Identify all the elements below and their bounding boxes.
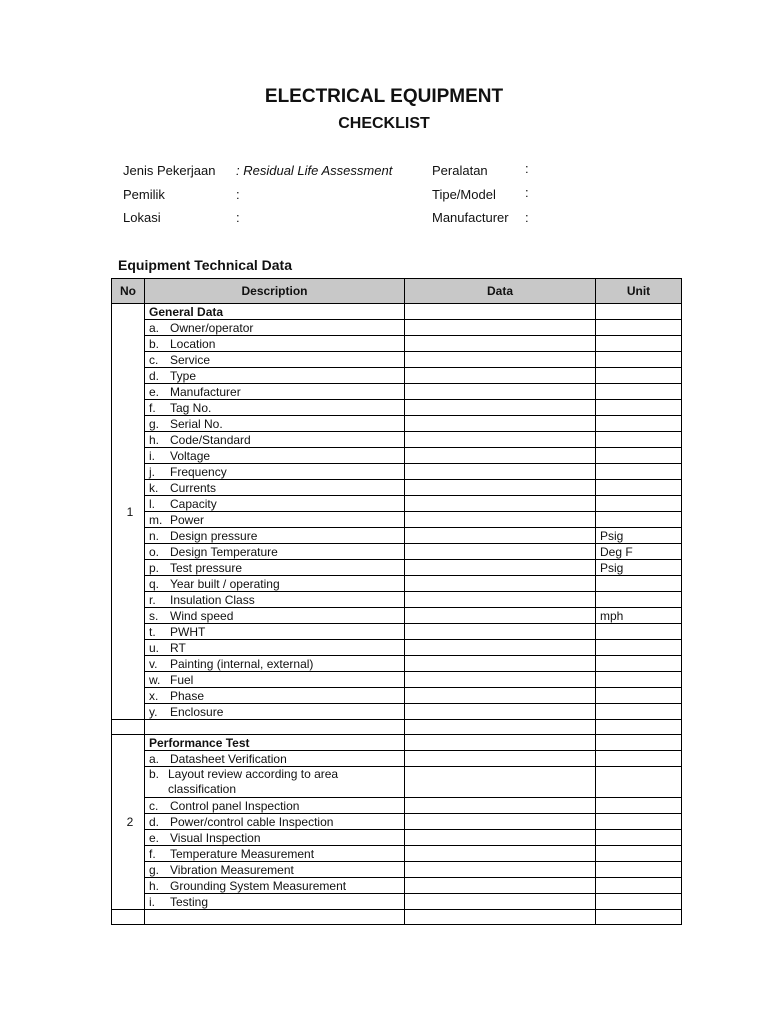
item-description xyxy=(145,751,405,767)
table-row xyxy=(112,688,682,704)
table-row xyxy=(112,368,682,384)
data-cell[interactable] xyxy=(405,496,596,512)
group-title-row xyxy=(112,735,682,751)
header-no: No xyxy=(112,279,145,304)
unit-cell xyxy=(596,352,682,368)
item-letter: y. xyxy=(149,704,158,719)
unit-cell xyxy=(596,416,682,432)
group-number: 1 xyxy=(112,304,145,720)
item-letter: i. xyxy=(149,894,155,909)
item-description xyxy=(145,448,405,464)
data-cell[interactable] xyxy=(405,416,596,432)
pemilik-value: : xyxy=(236,187,240,202)
item-description xyxy=(145,704,405,720)
item-letter: f. xyxy=(149,400,156,415)
jenis-pekerjaan-value: : Residual Life Assessment xyxy=(236,163,393,178)
item-text: Layout review according to area classification xyxy=(168,767,339,796)
table-row xyxy=(112,862,682,878)
item-text: Type xyxy=(170,368,197,383)
spacer-cell xyxy=(112,910,145,925)
data-cell[interactable] xyxy=(405,592,596,608)
data-cell[interactable] xyxy=(405,560,596,576)
unit-cell xyxy=(596,862,682,878)
item-letter: e. xyxy=(149,384,160,399)
item-text: Visual Inspection xyxy=(170,830,261,845)
item-letter: s. xyxy=(149,608,159,623)
header-unit: Unit xyxy=(596,279,682,304)
group-title-row xyxy=(112,304,682,320)
item-description xyxy=(145,656,405,672)
table-row xyxy=(112,448,682,464)
item-description xyxy=(145,432,405,448)
item-description xyxy=(145,608,405,624)
unit-cell xyxy=(596,400,682,416)
unit-cell xyxy=(596,464,682,480)
table-row xyxy=(112,416,682,432)
item-description xyxy=(145,672,405,688)
item-description xyxy=(145,798,405,814)
unit-cell: Deg F xyxy=(596,544,682,560)
table-row xyxy=(112,352,682,368)
jenis-pekerjaan-label: Jenis Pekerjaan xyxy=(123,163,216,178)
item-text: Power xyxy=(170,512,205,527)
unit-cell xyxy=(596,640,682,656)
data-cell[interactable] xyxy=(405,464,596,480)
item-text: PWHT xyxy=(170,624,206,639)
item-letter: h. xyxy=(149,878,160,893)
unit-cell xyxy=(596,814,682,830)
data-cell[interactable] xyxy=(405,352,596,368)
unit-cell xyxy=(596,320,682,336)
item-letter: d. xyxy=(149,368,160,383)
item-text: Owner/operator xyxy=(170,320,254,335)
item-text: Grounding System Measurement xyxy=(170,878,347,893)
data-cell[interactable] xyxy=(405,814,596,830)
item-text: Phase xyxy=(170,688,205,703)
unit-cell xyxy=(596,751,682,767)
group-title: General Data xyxy=(145,304,405,320)
item-text: Year built / operating xyxy=(170,576,280,591)
spacer-cell xyxy=(145,910,405,925)
table-row xyxy=(112,576,682,592)
data-cell[interactable] xyxy=(405,304,596,320)
table-row xyxy=(112,544,682,560)
unit-cell xyxy=(596,798,682,814)
data-cell[interactable] xyxy=(405,320,596,336)
item-text: Test pressure xyxy=(170,560,243,575)
unit-cell xyxy=(596,512,682,528)
item-text: Tag No. xyxy=(170,400,212,415)
table-row xyxy=(112,894,682,910)
item-text: Code/Standard xyxy=(170,432,251,447)
item-letter: p. xyxy=(149,560,160,575)
unit-cell xyxy=(596,304,682,320)
item-description xyxy=(145,528,405,544)
table-row xyxy=(112,608,682,624)
data-cell[interactable] xyxy=(405,672,596,688)
table-row xyxy=(112,656,682,672)
table-row xyxy=(112,320,682,336)
table-row xyxy=(112,384,682,400)
table-row xyxy=(112,560,682,576)
data-cell[interactable] xyxy=(405,640,596,656)
table-row xyxy=(112,767,682,798)
table-row xyxy=(112,640,682,656)
item-letter: x. xyxy=(149,688,159,703)
item-description xyxy=(145,846,405,862)
data-cell[interactable] xyxy=(405,608,596,624)
unit-cell xyxy=(596,576,682,592)
table-row xyxy=(112,496,682,512)
table-row xyxy=(112,704,682,720)
page-title: ELECTRICAL EQUIPMENT xyxy=(264,86,504,107)
data-cell[interactable] xyxy=(405,830,596,846)
item-text: Fuel xyxy=(170,672,194,687)
page-subtitle: CHECKLIST xyxy=(338,115,430,132)
item-letter: q. xyxy=(149,576,160,591)
item-letter: w. xyxy=(149,672,161,687)
unit-cell xyxy=(596,688,682,704)
manufacturer-label: Manufacturer xyxy=(432,210,509,225)
item-description xyxy=(145,400,405,416)
item-description xyxy=(145,384,405,400)
item-description xyxy=(145,416,405,432)
item-description xyxy=(145,767,405,798)
item-description xyxy=(145,480,405,496)
table-row xyxy=(112,878,682,894)
unit-cell xyxy=(596,830,682,846)
item-description xyxy=(145,894,405,910)
unit-cell xyxy=(596,894,682,910)
table-body xyxy=(112,304,682,925)
item-text: Service xyxy=(170,352,211,367)
item-text: Power/control cable Inspection xyxy=(170,814,334,829)
item-text: Wind speed xyxy=(170,608,234,623)
table-row xyxy=(112,464,682,480)
item-description xyxy=(145,320,405,336)
item-letter: d. xyxy=(149,814,160,829)
table-row xyxy=(112,846,682,862)
data-cell[interactable] xyxy=(405,480,596,496)
manufacturer-value: : xyxy=(525,210,529,225)
item-letter: e. xyxy=(149,830,160,845)
table-row xyxy=(112,672,682,688)
item-description xyxy=(145,830,405,846)
spacer-row xyxy=(112,910,682,925)
table-row xyxy=(112,592,682,608)
item-text: Design pressure xyxy=(170,528,258,543)
data-cell[interactable] xyxy=(405,656,596,672)
spacer-cell xyxy=(596,910,682,925)
item-description xyxy=(145,352,405,368)
peralatan-value: : xyxy=(525,161,529,176)
unit-cell xyxy=(596,767,682,798)
item-text: Painting (internal, external) xyxy=(170,656,314,671)
item-letter: f. xyxy=(149,846,156,861)
unit-cell xyxy=(596,432,682,448)
item-description xyxy=(145,640,405,656)
group-number: 2 xyxy=(112,735,145,910)
item-text: Temperature Measurement xyxy=(170,846,315,861)
item-text: Voltage xyxy=(170,448,211,463)
unit-cell xyxy=(596,336,682,352)
data-cell[interactable] xyxy=(405,544,596,560)
data-cell[interactable] xyxy=(405,576,596,592)
header-description: Description xyxy=(145,279,405,304)
item-text: Currents xyxy=(170,480,217,495)
item-letter: b. xyxy=(149,767,160,781)
item-text: Capacity xyxy=(170,496,217,511)
spacer-row xyxy=(112,720,682,735)
item-text: Location xyxy=(170,336,216,351)
spacer-cell xyxy=(145,720,405,735)
tipe-model-label: Tipe/Model xyxy=(432,187,496,202)
item-text: Insulation Class xyxy=(170,592,255,607)
data-cell[interactable] xyxy=(405,735,596,751)
item-text: Enclosure xyxy=(170,704,224,719)
unit-cell: mph xyxy=(596,608,682,624)
data-cell[interactable] xyxy=(405,767,596,798)
item-letter: c. xyxy=(149,798,159,813)
item-description xyxy=(145,464,405,480)
item-letter: l. xyxy=(149,496,155,511)
data-cell[interactable] xyxy=(405,751,596,767)
item-letter: g. xyxy=(149,862,160,877)
item-letter: v. xyxy=(149,656,158,671)
tipe-model-value: : xyxy=(525,185,529,200)
item-description xyxy=(145,592,405,608)
item-text: Datasheet Verification xyxy=(170,751,287,766)
table-row xyxy=(112,830,682,846)
data-cell[interactable] xyxy=(405,704,596,720)
table-row xyxy=(112,336,682,352)
item-description xyxy=(145,544,405,560)
item-letter: n. xyxy=(149,528,160,543)
unit-cell xyxy=(596,480,682,496)
data-cell[interactable] xyxy=(405,432,596,448)
unit-cell xyxy=(596,448,682,464)
item-letter: o. xyxy=(149,544,160,559)
technical-data-table xyxy=(111,278,682,925)
item-text: Control panel Inspection xyxy=(170,798,300,813)
unit-cell xyxy=(596,384,682,400)
item-description xyxy=(145,814,405,830)
data-cell[interactable] xyxy=(405,862,596,878)
table-row xyxy=(112,624,682,640)
table-row xyxy=(112,480,682,496)
item-text: Manufacturer xyxy=(170,384,241,399)
unit-cell: Psig xyxy=(596,528,682,544)
item-letter: r. xyxy=(149,592,156,607)
unit-cell xyxy=(596,735,682,751)
item-text: Testing xyxy=(170,894,209,909)
lokasi-value: : xyxy=(236,210,240,225)
item-letter: h. xyxy=(149,432,160,447)
item-description xyxy=(145,688,405,704)
item-letter: b. xyxy=(149,336,160,351)
unit-cell xyxy=(596,368,682,384)
data-cell[interactable] xyxy=(405,894,596,910)
data-cell[interactable] xyxy=(405,528,596,544)
unit-cell: Psig xyxy=(596,560,682,576)
item-description xyxy=(145,336,405,352)
item-letter: i. xyxy=(149,448,155,463)
item-description xyxy=(145,878,405,894)
item-description xyxy=(145,862,405,878)
item-text: Vibration Measurement xyxy=(170,862,294,877)
spacer-cell xyxy=(405,910,596,925)
unit-cell xyxy=(596,624,682,640)
data-cell[interactable] xyxy=(405,846,596,862)
unit-cell xyxy=(596,656,682,672)
data-cell[interactable] xyxy=(405,400,596,416)
pemilik-label: Pemilik xyxy=(123,187,165,202)
peralatan-label: Peralatan xyxy=(432,163,488,178)
item-description xyxy=(145,368,405,384)
unit-cell xyxy=(596,672,682,688)
item-description xyxy=(145,576,405,592)
item-description xyxy=(145,560,405,576)
spacer-cell xyxy=(596,720,682,735)
data-cell[interactable] xyxy=(405,688,596,704)
section-title: Equipment Technical Data xyxy=(118,257,292,273)
data-cell[interactable] xyxy=(405,878,596,894)
data-cell[interactable] xyxy=(405,336,596,352)
table-row xyxy=(112,432,682,448)
item-text: RT xyxy=(170,640,186,655)
unit-cell xyxy=(596,496,682,512)
item-description xyxy=(145,624,405,640)
table-row xyxy=(112,400,682,416)
item-text: Serial No. xyxy=(170,416,223,431)
item-letter: g. xyxy=(149,416,160,431)
group-title: Performance Test xyxy=(145,735,405,751)
item-letter: u. xyxy=(149,640,160,655)
table-row xyxy=(112,528,682,544)
unit-cell xyxy=(596,592,682,608)
item-letter: a. xyxy=(149,751,160,766)
item-letter: k. xyxy=(149,480,159,495)
item-letter: t. xyxy=(149,624,156,639)
data-cell[interactable] xyxy=(405,798,596,814)
data-cell[interactable] xyxy=(405,512,596,528)
unit-cell xyxy=(596,878,682,894)
table-header-row xyxy=(112,279,682,304)
item-text: Design Temperature xyxy=(170,544,278,559)
table-row xyxy=(112,512,682,528)
table-row xyxy=(112,814,682,830)
data-cell[interactable] xyxy=(405,368,596,384)
data-cell[interactable] xyxy=(405,624,596,640)
header-data: Data xyxy=(405,279,596,304)
item-description xyxy=(145,512,405,528)
spacer-cell xyxy=(405,720,596,735)
lokasi-label: Lokasi xyxy=(123,210,161,225)
data-cell[interactable] xyxy=(405,384,596,400)
unit-cell xyxy=(596,846,682,862)
table-row xyxy=(112,798,682,814)
item-text: Frequency xyxy=(170,464,227,479)
item-letter: c. xyxy=(149,352,159,367)
data-cell[interactable] xyxy=(405,448,596,464)
table-row xyxy=(112,751,682,767)
item-description xyxy=(145,496,405,512)
unit-cell xyxy=(596,704,682,720)
item-letter: j. xyxy=(149,464,155,479)
item-letter: a. xyxy=(149,320,160,335)
spacer-cell xyxy=(112,720,145,735)
item-letter: m. xyxy=(149,512,163,527)
